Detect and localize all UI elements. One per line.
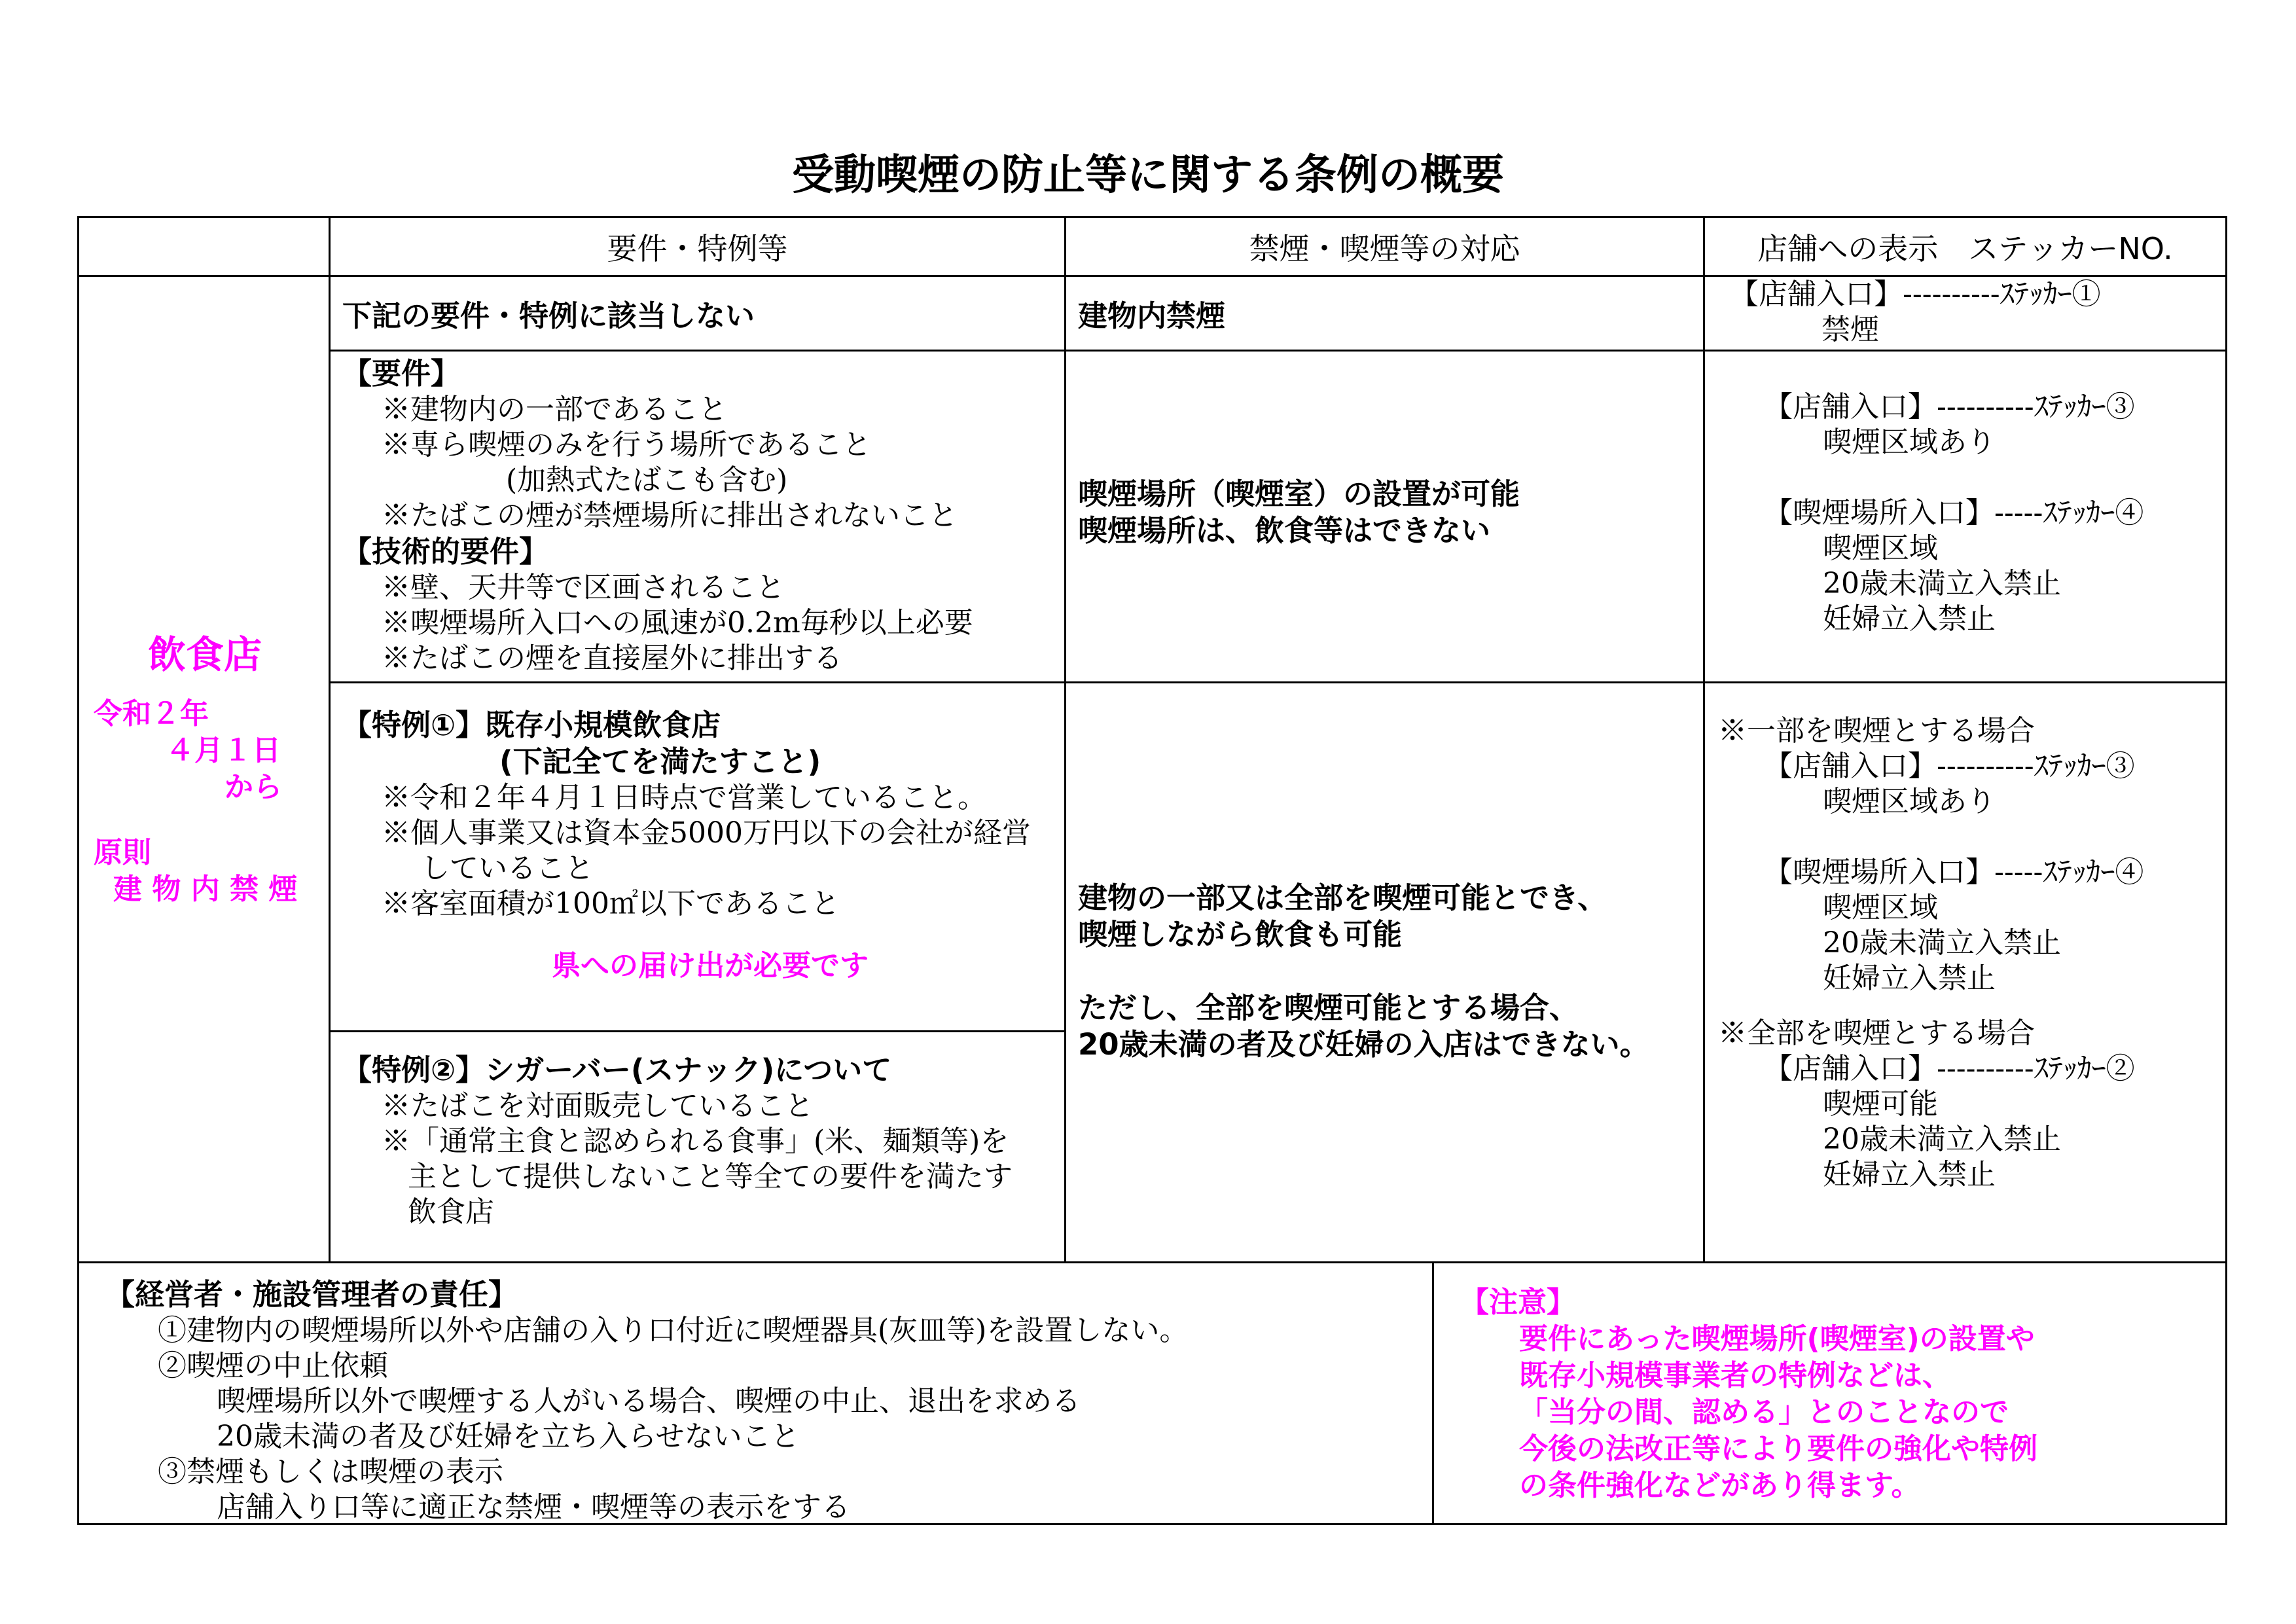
row3-full-line: 妊婦立入禁止: [1823, 1158, 1996, 1191]
row4-heading: 【特例②】シガーバー(スナック)について: [342, 1053, 892, 1087]
row4-item: 飲食店: [408, 1195, 494, 1229]
footer-cell: [79, 1263, 2227, 1525]
row3-partial-line: 妊婦立入禁止: [1823, 962, 1996, 995]
row3-full-line: 20歳未満立入禁止: [1823, 1123, 2061, 1156]
row3-partial-heading: ※一部を喫煙とする場合: [1718, 714, 2035, 748]
row2-response-line-2: 喫煙場所は、飲食等はできない: [1078, 513, 1491, 548]
note-line: 要件にあった喫煙場所(喫煙室)の設置や: [1519, 1322, 2035, 1356]
row3-full-line: 喫煙可能: [1823, 1087, 1938, 1121]
row2-sticker-line: 20歳未満立入禁止: [1823, 567, 2061, 600]
row2-tech-item: ※たばこの煙を直接屋外に排出する: [382, 641, 842, 675]
rule-line-1: 原則: [94, 836, 151, 869]
row3-heading-line-1: 【特例①】既存小規模飲食店: [342, 708, 721, 742]
row3-partial-line: 喫煙区域: [1823, 891, 1938, 924]
note-line: 「当分の間、認める」とのことなので: [1519, 1396, 2009, 1429]
row3-response-line: 20歳未満の者及び妊婦の入店はできない。: [1078, 1027, 1649, 1062]
row3-response-line: 建物の一部又は全部を喫煙可能とでき、: [1078, 880, 1607, 915]
row2-sticker-line: 妊婦立入禁止: [1823, 602, 1996, 636]
footer-line: 20歳未満の者及び妊婦を立ち入らせないこと: [217, 1420, 800, 1453]
row2-tech-item: ※壁、天井等で区画されること: [382, 571, 785, 604]
row4-requirement-cell: [330, 1032, 1066, 1263]
header-response: 禁煙・喫煙等の対応: [1066, 217, 1704, 276]
header-requirements: 要件・特例等: [330, 217, 1066, 276]
row3-full-line: 【店舗入口】----------ｽﾃｯｶｰ②: [1764, 1052, 2135, 1085]
footer-line: 喫煙場所以外で喫煙する人がいる場合、喫煙の中止、退出を求める: [217, 1384, 1081, 1418]
row2-response-cell: [1066, 351, 1704, 683]
row3-notice: 県への届け出が必要です: [552, 949, 869, 983]
row2-req-item: ※建物内の一部であること: [382, 393, 727, 426]
note-heading: 【注意】: [1460, 1286, 1575, 1319]
date-line-2: ４月１日: [166, 734, 281, 767]
row4-item: ※たばこを対面販売していること: [382, 1089, 814, 1123]
row2-sticker-line: 【店舗入口】----------ｽﾃｯｶｰ③: [1764, 390, 2135, 424]
footer-line: ③禁煙もしくは喫煙の表示: [158, 1455, 503, 1489]
row3-sticker-cell: [1704, 683, 2227, 1263]
row3-partial-line: 喫煙区域あり: [1823, 785, 1996, 818]
row1-response: 建物内禁煙: [1078, 298, 1226, 333]
row2-req-heading: 【要件】: [342, 356, 461, 391]
row3-item: ※客室面積が100㎡以下であること: [382, 887, 840, 920]
category-name: 飲食店: [147, 632, 262, 677]
footer-left-block: [79, 1263, 1434, 1523]
row2-sticker-line: 喫煙区域あり: [1823, 425, 1996, 459]
footer-note-block: [1434, 1263, 2227, 1523]
date-line-3: から: [224, 770, 282, 804]
row2-tech-item: ※喫煙場所入口への風速が0.2m毎秒以上必要: [382, 606, 973, 640]
row3-partial-line: 【店舗入口】----------ｽﾃｯｶｰ③: [1764, 749, 2135, 783]
row1-requirement: 下記の要件・特例に該当しない: [342, 298, 755, 333]
row2-tech-heading: 【技術的要件】: [342, 534, 549, 569]
row2-req-item: ※たばこの煙が禁煙場所に排出されないこと: [382, 499, 958, 532]
row3-response-line: ただし、全部を喫煙可能とする場合、: [1078, 990, 1579, 1025]
row3-item: していること: [421, 852, 594, 885]
note-line: 今後の法改正等により要件の強化や特例: [1519, 1432, 2037, 1466]
footer-line: 店舗入り口等に適正な禁煙・喫煙等の表示をする: [217, 1490, 850, 1524]
row4-item: 主として提供しないこと等全ての要件を満たす: [408, 1160, 1013, 1193]
row1-response-cell: [1066, 276, 1704, 351]
row2-req-item: ※専ら喫煙のみを行う場所であること: [382, 428, 871, 461]
header-sticker: 店舗への表示 ステッカーNO.: [1704, 217, 2227, 276]
row3-item: ※個人事業又は資本金5000万円以下の会社が経営: [382, 816, 1031, 850]
category-cell: [79, 276, 330, 1263]
row3-item: ※令和２年４月１日時点で営業していること。: [382, 781, 986, 814]
row3-partial-line: 20歳未満立入禁止: [1823, 926, 2061, 960]
row3-requirement-cell: [330, 683, 1066, 1032]
footer-line: ②喫煙の中止依頼: [158, 1349, 388, 1382]
row2-req-item: (加熱式たばこも含む): [506, 463, 788, 497]
row2-sticker-cell: [1704, 351, 2227, 683]
page-title: 受動喫煙の防止等に関する条例の概要: [792, 151, 1504, 200]
header-empty-cell: [79, 217, 330, 276]
row2-sticker-line: 喫煙区域: [1823, 532, 1938, 565]
footer-line: ①建物内の喫煙場所以外や店舗の入り口付近に喫煙器具(灰皿等)を設置しない。: [158, 1314, 1189, 1347]
note-line: の条件強化などがあり得ます。: [1519, 1469, 1920, 1502]
rule-line-2: 建 物 内 禁 煙: [113, 873, 298, 906]
row2-sticker-line: 【喫煙場所入口】-----ｽﾃｯｶｰ④: [1764, 496, 2144, 530]
note-line: 既存小規模事業者の特例などは、: [1519, 1359, 1951, 1392]
row1-sticker-cell: [1704, 276, 2227, 351]
row1-sticker-line-2: 禁煙: [1821, 313, 1879, 346]
row1-requirement-cell: [330, 276, 1066, 351]
row2-response-line-1: 喫煙場所（喫煙室）の設置が可能: [1078, 477, 1520, 511]
row3-partial-line: 【喫煙場所入口】-----ｽﾃｯｶｰ④: [1764, 856, 2144, 889]
date-line-1: 令和２年: [94, 697, 209, 731]
footer-heading: 【経営者・施設管理者の責任】: [105, 1277, 518, 1312]
row3-full-heading: ※全部を喫煙とする場合: [1718, 1017, 2035, 1050]
row3-heading-line-2: (下記全てを満たすこと): [499, 744, 821, 779]
summary-table: [77, 216, 2227, 1525]
row3-response-line: 喫煙しながら飲食も可能: [1078, 917, 1403, 952]
row2-requirement-cell: [330, 351, 1066, 683]
row4-item: ※「通常主食と認められる食事」(米、麺類等)を: [382, 1125, 1009, 1158]
row3-response-cell: [1066, 683, 1704, 1263]
row1-sticker-line-1: 【店舗入口】----------ｽﾃｯｶｰ①: [1730, 278, 2101, 311]
